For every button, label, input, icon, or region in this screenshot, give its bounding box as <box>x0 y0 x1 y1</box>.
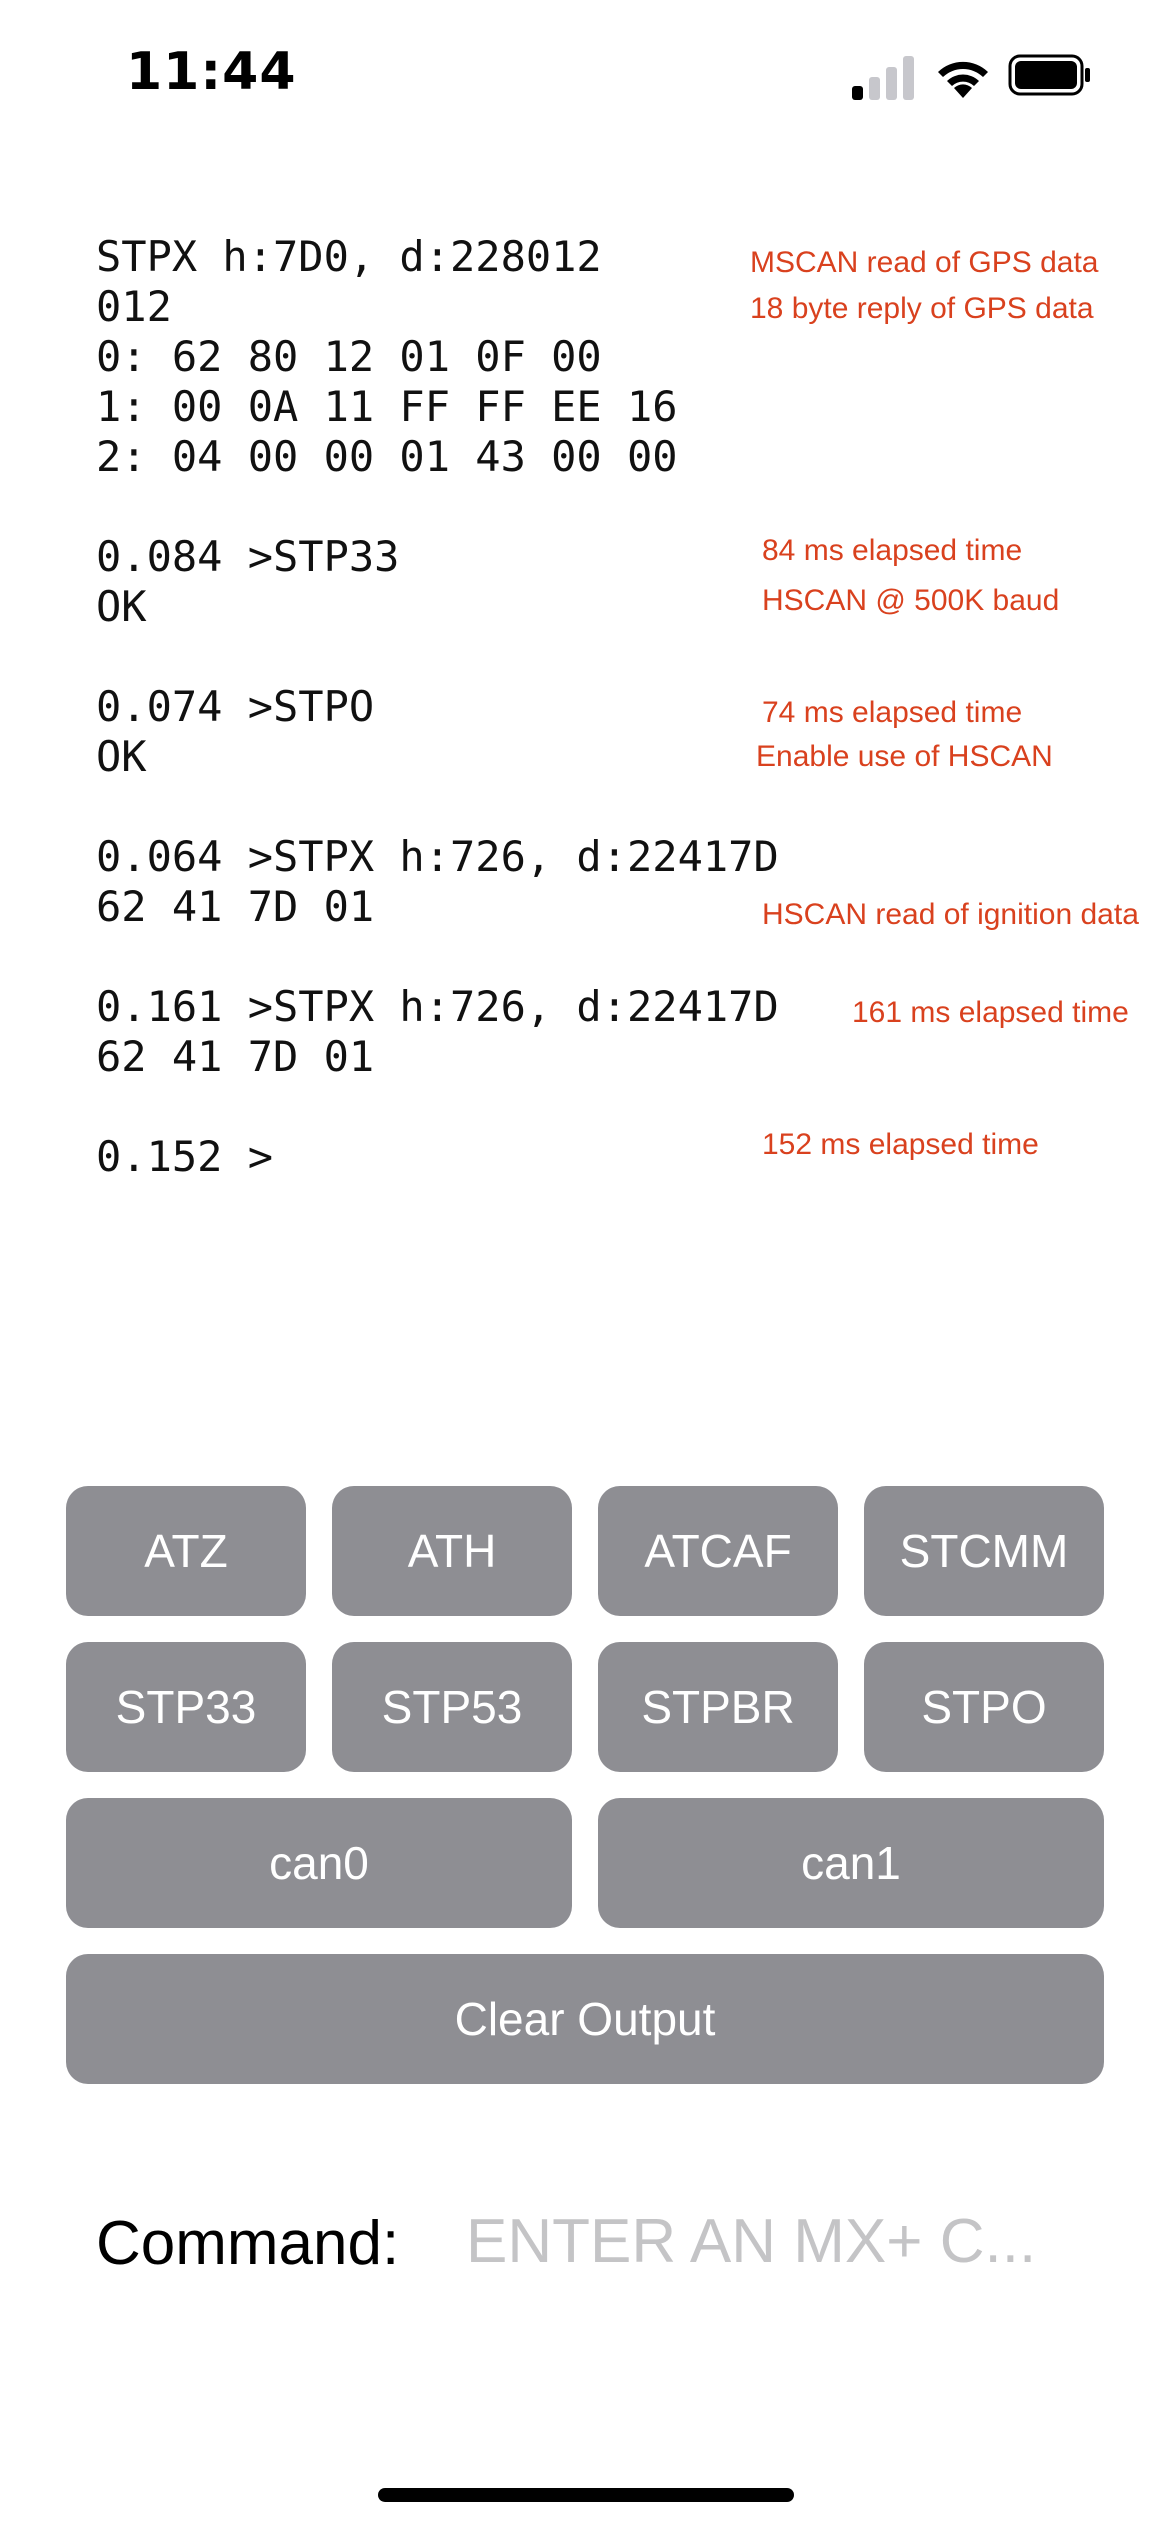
annotation-84ms: 84 ms elapsed time <box>762 534 1023 567</box>
annotation-enable-hscan: Enable use of HSCAN <box>756 740 1053 773</box>
annotation-161ms: 161 ms elapsed time <box>852 996 1129 1029</box>
atz-button[interactable]: ATZ <box>66 1486 306 1616</box>
output-line: OK <box>96 582 147 631</box>
output-line: 0.064 >STPX h:726, d:22417D <box>96 832 779 881</box>
clear-output-button[interactable]: Clear Output <box>66 1954 1104 2084</box>
annotation-152ms: 152 ms elapsed time <box>762 1128 1039 1161</box>
annotation-hscan-ignition: HSCAN read of ignition data <box>762 898 1139 931</box>
output-line: 0.074 >STPO <box>96 682 375 731</box>
annotation-74ms: 74 ms elapsed time <box>762 696 1023 729</box>
stpo-button[interactable]: STPO <box>864 1642 1104 1772</box>
stcmm-button[interactable]: STCMM <box>864 1486 1104 1616</box>
atcaf-button[interactable]: ATCAF <box>598 1486 838 1616</box>
output-line: 0.084 >STP33 <box>96 532 400 581</box>
output-line: STPX h:7D0, d:228012 <box>96 232 602 281</box>
output-line: OK <box>96 732 147 781</box>
stp33-button[interactable]: STP33 <box>66 1642 306 1772</box>
annotation-mscan-read: MSCAN read of GPS data <box>750 246 1099 279</box>
terminal-output <box>96 232 856 1181</box>
output-line: 0.161 >STPX h:726, d:22417D <box>96 982 779 1031</box>
stp53-button[interactable]: STP53 <box>332 1642 572 1772</box>
wifi-icon <box>934 52 992 98</box>
home-indicator[interactable] <box>378 2488 794 2502</box>
output-line: 012 <box>96 282 172 331</box>
output-line: 0.152 > <box>96 1132 274 1181</box>
output-line: 62 41 7D 01 <box>96 882 375 931</box>
cellular-signal-icon <box>852 56 916 100</box>
can0-button[interactable]: can0 <box>66 1798 572 1928</box>
output-line: 0: 62 80 12 01 0F 00 <box>96 332 602 381</box>
annotation-hscan-baud: HSCAN @ 500K baud <box>762 584 1060 617</box>
output-line: 2: 04 00 00 01 43 00 00 <box>96 432 678 481</box>
status-time: 11:44 <box>126 42 297 102</box>
ath-button[interactable]: ATH <box>332 1486 572 1616</box>
annotation-18-byte-reply: 18 byte reply of GPS data <box>750 292 1094 325</box>
output-line: 1: 00 0A 11 FF FF EE 16 <box>96 382 678 431</box>
stpbr-button[interactable]: STPBR <box>598 1642 838 1772</box>
command-label: Command: <box>96 2209 400 2278</box>
output-line: 62 41 7D 01 <box>96 1032 375 1081</box>
can1-button[interactable]: can1 <box>598 1798 1104 1928</box>
battery-full-icon <box>1008 54 1092 96</box>
command-input[interactable] <box>466 2196 1086 2286</box>
